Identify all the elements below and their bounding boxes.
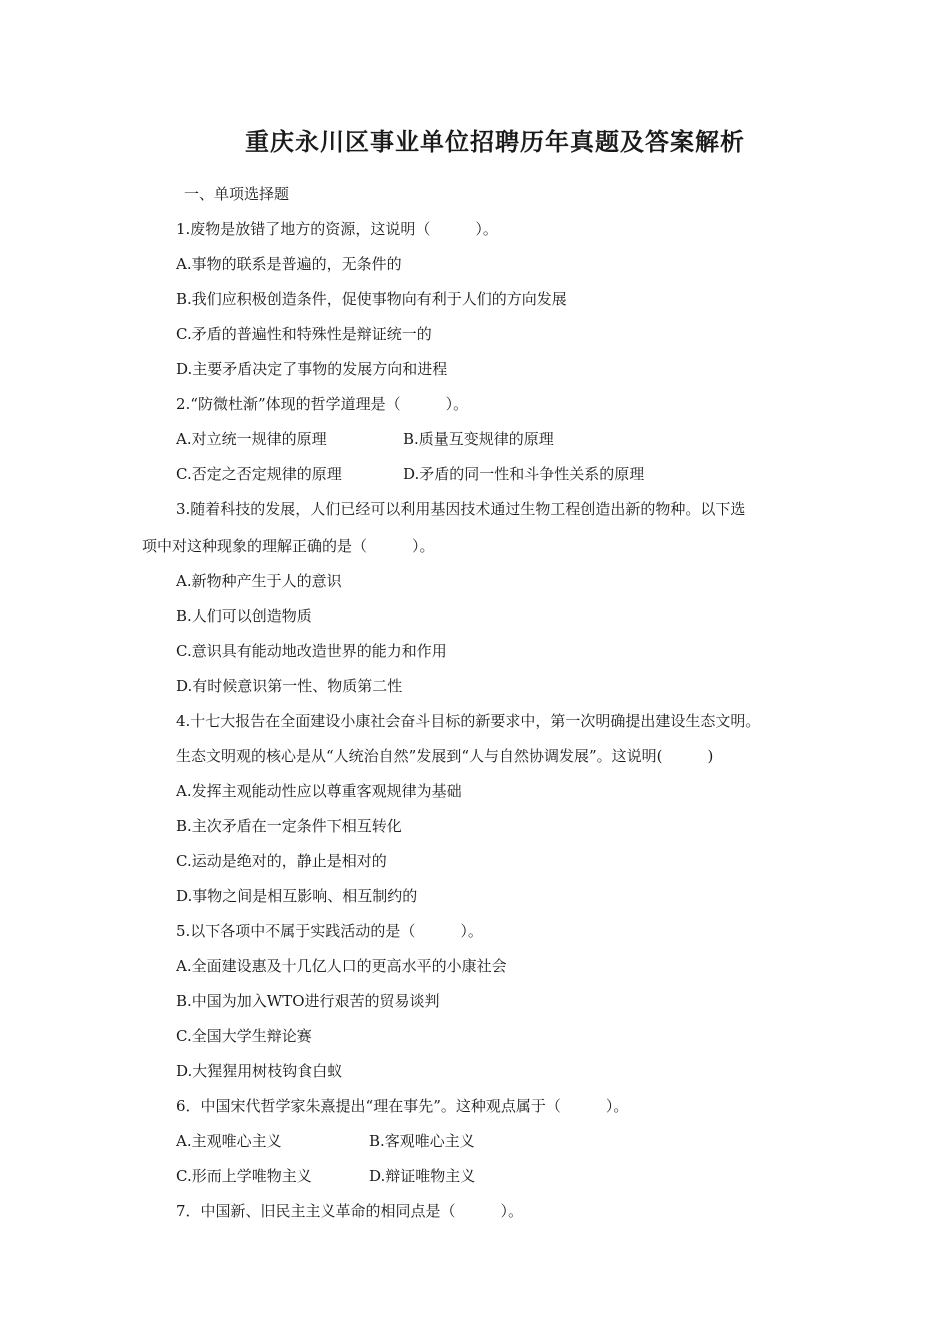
question-3-continued: 项中对这种现象的理解正确的是（ ）。 — [142, 537, 435, 555]
q5-option-c: C.全国大学生辩论赛 — [176, 1027, 312, 1045]
q1-option-c: C.矛盾的普遍性和特殊性是辩证统一的 — [176, 325, 432, 343]
q4-option-b: B.主次矛盾在一定条件下相互转化 — [176, 817, 402, 835]
question-3: 3.随着科技的发展，人们已经可以利用基因技术通过生物工程创造出新的物种。以下选 — [176, 500, 746, 518]
q2-option-d: D.矛盾的同一性和斗争性关系的原理 — [403, 465, 645, 483]
question-5: 5.以下各项中不属于实践活动的是（ ）。 — [176, 922, 483, 940]
q5-option-a: A.全面建设惠及十几亿人口的更高水平的小康社会 — [176, 957, 507, 975]
q6-option-b: B.客观唯心主义 — [369, 1132, 475, 1150]
question-2: 2.“防微杜渐”体现的哲学道理是（ ）。 — [176, 395, 469, 413]
question-4: 4.十七大报告在全面建设小康社会奋斗目标的新要求中，第一次明确提出建设生态文明。 — [176, 712, 761, 730]
q5-option-b: B.中国为加入WTO进行艰苦的贸易谈判 — [176, 992, 440, 1010]
q5-option-d: D.大猩猩用树枝钩食白蚁 — [176, 1062, 343, 1080]
q1-option-a: A.事物的联系是普遍的，无条件的 — [176, 255, 402, 273]
q6-option-a: A.主观唯心主义 — [176, 1132, 282, 1150]
q2-option-c: C.否定之否定规律的原理 — [176, 465, 342, 483]
q1-option-b: B.我们应积极创造条件，促使事物向有利于人们的方向发展 — [176, 290, 567, 308]
question-7: 7．中国新、旧民主主义革命的相同点是（ ）。 — [176, 1202, 524, 1220]
q6-option-c: C.形而上学唯物主义 — [176, 1167, 312, 1185]
q6-option-d: D.辩证唯物主义 — [369, 1167, 476, 1185]
q2-option-a: A.对立统一规律的原理 — [176, 430, 327, 448]
section-heading: 一、单项选择题 — [184, 185, 290, 203]
question-6: 6．中国宋代哲学家朱熹提出“理在事先”。这种观点属于（ ）。 — [176, 1097, 629, 1115]
document-title: 重庆永川区事业单位招聘历年真题及答案解析 — [245, 128, 745, 156]
q3-option-c: C.意识具有能动地改造世界的能力和作用 — [176, 642, 447, 660]
q4-option-d: D.事物之间是相互影响、相互制约的 — [176, 887, 418, 905]
q4-option-c: C.运动是绝对的，静止是相对的 — [176, 852, 387, 870]
question-1: 1.废物是放错了地方的资源，这说明（ ）。 — [176, 220, 498, 238]
q1-option-d: D.主要矛盾决定了事物的发展方向和进程 — [176, 360, 448, 378]
q3-option-a: A.新物种产生于人的意识 — [176, 572, 342, 590]
q2-option-b: B.质量互变规律的原理 — [403, 430, 554, 448]
q3-option-d: D.有时候意识第一性、物质第二性 — [176, 677, 403, 695]
q3-option-b: B.人们可以创造物质 — [176, 607, 312, 625]
q4-option-a: A.发挥主观能动性应以尊重客观规律为基础 — [176, 782, 462, 800]
question-4-continued: 生态文明观的核心是从“人统治自然”发展到“人与自然协调发展”。这说明( ) — [176, 747, 714, 765]
